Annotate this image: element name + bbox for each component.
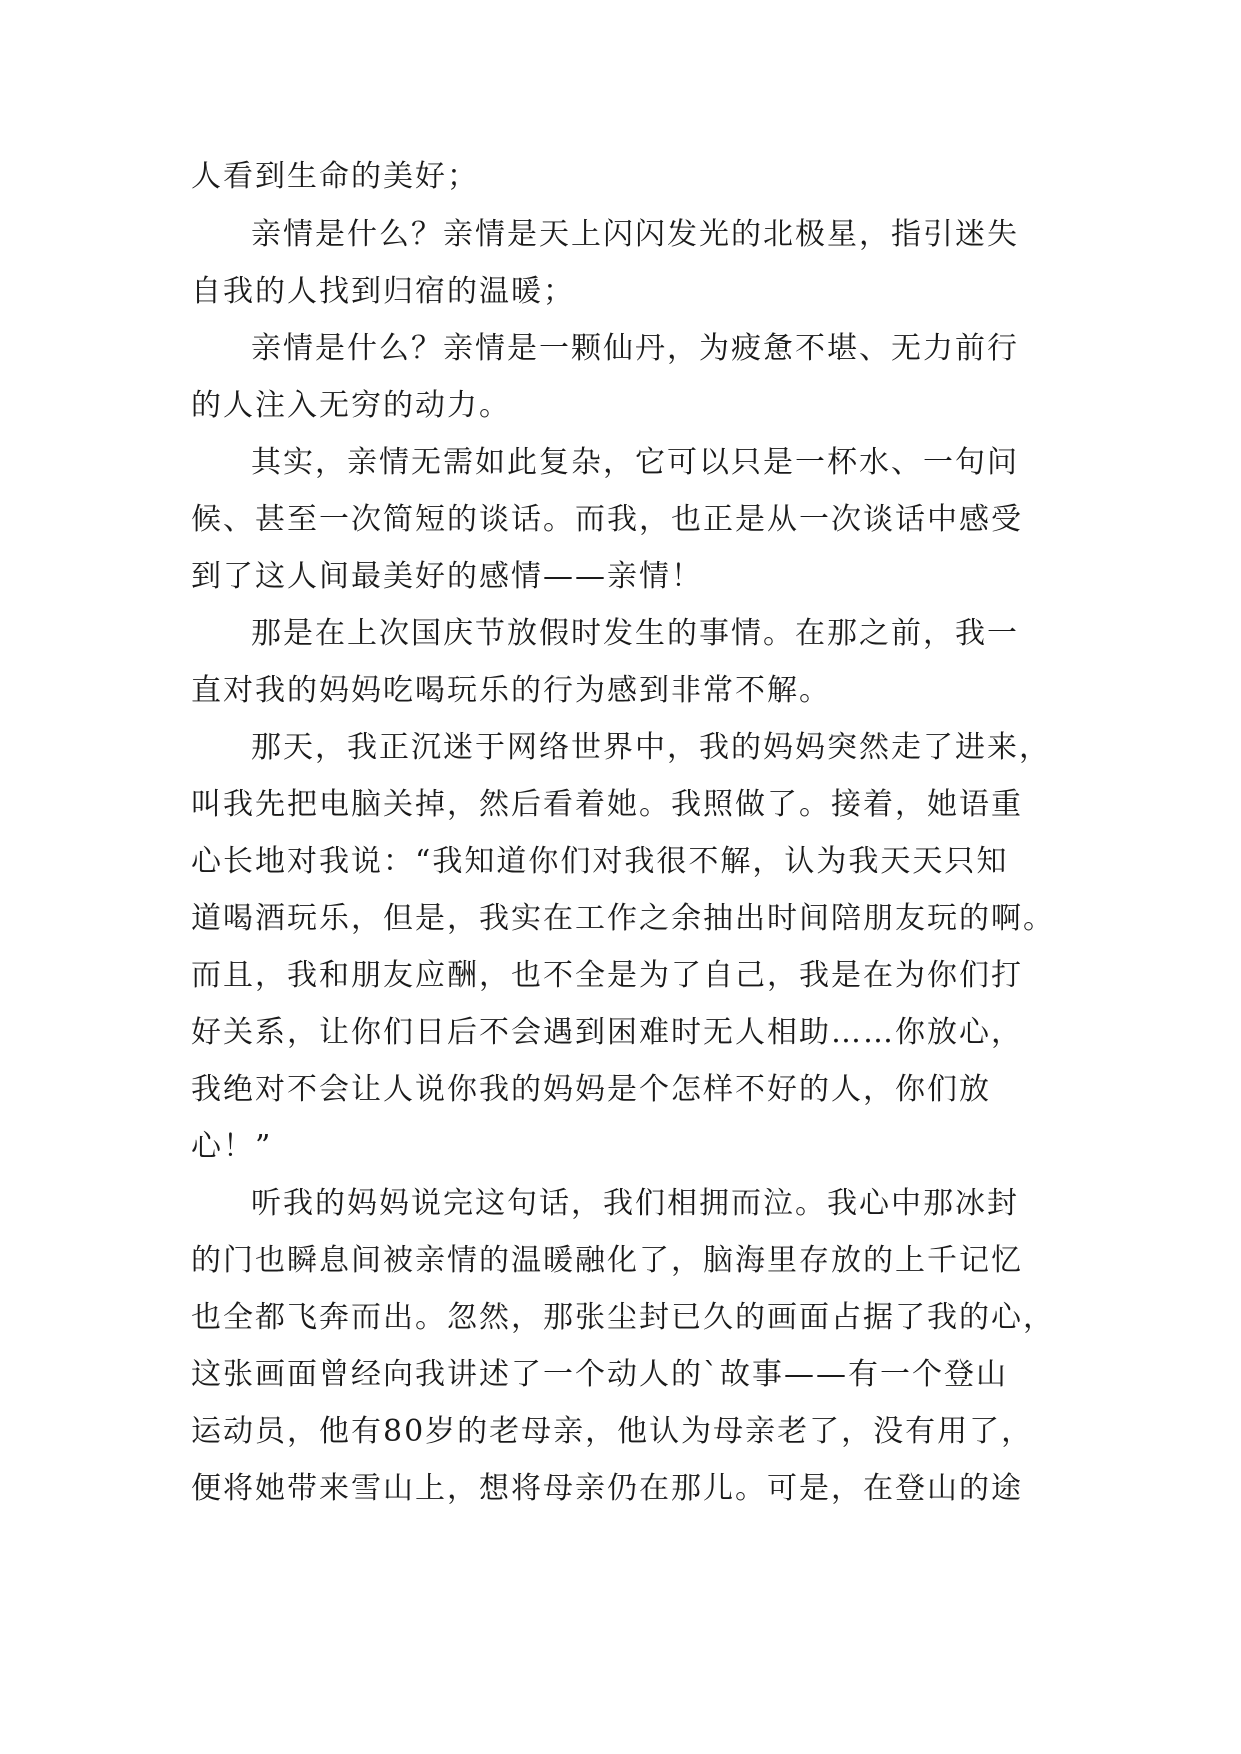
text-line: 心长地对我说：“我知道你们对我很不解，认为我天天只知 xyxy=(191,844,1009,879)
text-line: 好关系，让你们日后不会遇到困难时无人相助……你放心， xyxy=(191,1015,1023,1050)
paragraph-start-line: 那是在上次国庆节放假时发生的事情。在那之前，我一 xyxy=(251,616,1019,651)
text-line: 直对我的妈妈吃喝玩乐的行为感到非常不解。 xyxy=(191,673,831,708)
text-line: 我绝对不会让人说你我的妈妈是个怎样不好的人，你们放 xyxy=(191,1072,991,1107)
text-line: 的门也瞬息间被亲情的温暖融化了，脑海里存放的上千记忆 xyxy=(191,1243,1023,1278)
text-line: 的人注入无穷的动力。 xyxy=(191,388,511,423)
paragraph-start-line: 亲情是什么？亲情是天上闪闪发光的北极星，指引迷失 xyxy=(251,217,1019,252)
paragraph-start-line: 其实，亲情无需如此复杂，它可以只是一杯水、一句问 xyxy=(251,445,1019,480)
paragraph-start-line: 亲情是什么？亲情是一颗仙丹，为疲惫不堪、无力前行 xyxy=(251,331,1019,366)
text-line: 运动员，他有80岁的老母亲，他认为母亲老了，没有用了， xyxy=(191,1414,1034,1449)
text-line: 人看到生命的美好； xyxy=(191,159,479,194)
text-line: 这张画面曾经向我讲述了一个动人的`故事——有一个登山 xyxy=(191,1357,1008,1392)
text-line: 到了这人间最美好的感情——亲情！ xyxy=(191,559,703,594)
text-line: 叫我先把电脑关掉，然后看着她。我照做了。接着，她语重 xyxy=(191,787,1023,822)
text-line: 候、甚至一次简短的谈话。而我，也正是从一次谈话中感受 xyxy=(191,502,1023,537)
text-line: 也全都飞奔而出。忽然，那张尘封已久的画面占据了我的心， xyxy=(191,1300,1055,1335)
text-line: 便将她带来雪山上，想将母亲仍在那儿。可是，在登山的途 xyxy=(191,1471,1023,1506)
text-line: 道喝酒玩乐，但是，我实在工作之余抽出时间陪朋友玩的啊。 xyxy=(191,901,1055,936)
paragraph-start-line: 听我的妈妈说完这句话，我们相拥而泣。我心中那冰封 xyxy=(251,1186,1019,1221)
text-line: 自我的人找到归宿的温暖； xyxy=(191,274,575,309)
text-line: 而且，我和朋友应酬，也不全是为了自己，我是在为你们打 xyxy=(191,958,1023,993)
text-line: 心！” xyxy=(191,1129,273,1164)
paragraph-start-line: 那天，我正沉迷于网络世界中，我的妈妈突然走了进来， xyxy=(251,730,1051,765)
